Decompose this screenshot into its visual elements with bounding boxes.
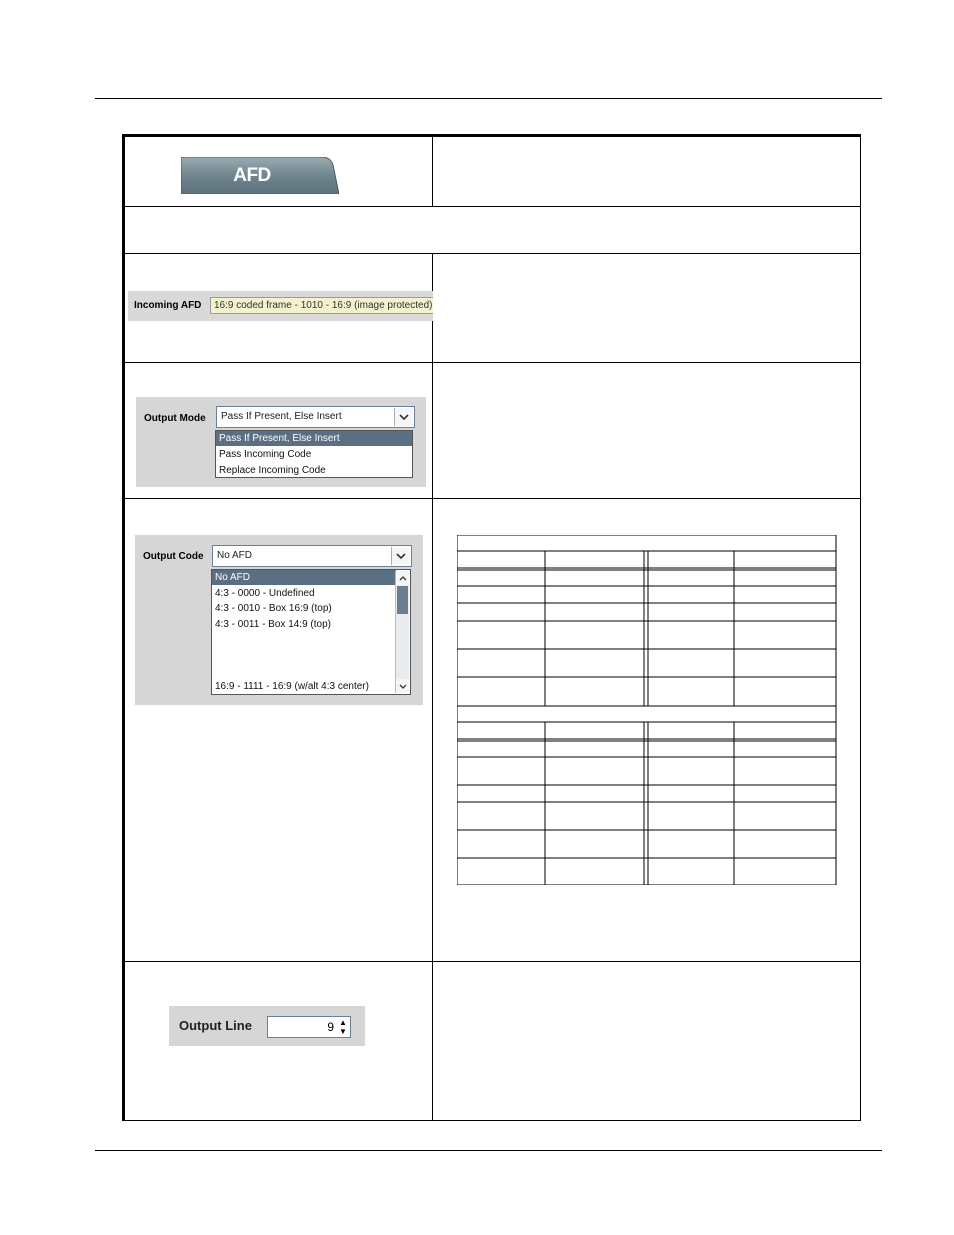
scrollbar-thumb[interactable] [397, 586, 408, 614]
output-mode-dropdown [215, 430, 413, 478]
chevron-down-icon[interactable]: ▼ [339, 1027, 347, 1036]
output-code-option[interactable]: 4:3 - 0010 - Box 16:9 (top) [215, 603, 332, 614]
afd-tab[interactable] [181, 157, 339, 194]
output-code-label: Output Code [143, 551, 204, 562]
output-line-label: Output Line [179, 1018, 252, 1033]
footer-rule [95, 1150, 882, 1151]
row-divider [125, 961, 860, 962]
output-mode-selected: Pass If Present, Else Insert [221, 411, 342, 422]
output-line-panel [169, 1006, 365, 1046]
output-code-scrollbar[interactable] [395, 571, 409, 693]
output-code-option[interactable]: No AFD [212, 570, 396, 585]
afd-parameter-table [122, 134, 861, 1121]
output-mode-panel [136, 397, 426, 487]
output-mode-option[interactable]: Pass Incoming Code [219, 449, 312, 460]
afd-tab-label: AFD [233, 164, 271, 186]
scroll-up-icon[interactable] [396, 571, 409, 585]
chevron-up-icon[interactable]: ▲ [339, 1018, 347, 1027]
col-divider [432, 253, 433, 1120]
row-divider [125, 362, 860, 363]
output-mode-option[interactable]: Replace Incoming Code [219, 465, 326, 476]
scroll-down-icon[interactable] [396, 679, 409, 693]
output-mode-option[interactable]: Pass If Present, Else Insert [216, 431, 412, 446]
output-line-stepper[interactable] [267, 1016, 351, 1038]
incoming-afd-label: Incoming AFD [134, 300, 202, 311]
row-divider [125, 206, 860, 207]
output-mode-select[interactable] [216, 406, 415, 428]
output-mode-label: Output Mode [144, 413, 206, 424]
output-code-panel [135, 535, 423, 705]
output-code-dropdown [211, 569, 411, 695]
chevron-down-icon[interactable] [391, 547, 410, 565]
row-divider [125, 253, 860, 254]
chevron-down-icon[interactable] [394, 408, 413, 426]
incoming-afd-panel [128, 291, 433, 321]
header-rule [95, 98, 882, 99]
output-line-value: 9 [327, 1020, 334, 1034]
output-code-select[interactable] [212, 545, 412, 567]
afd-code-grid [457, 535, 837, 885]
col-divider [432, 137, 433, 206]
output-code-option[interactable]: 16:9 - 1111 - 16:9 (w/alt 4:3 center) [215, 681, 369, 692]
output-code-selected: No AFD [217, 550, 253, 561]
output-code-option[interactable]: 4:3 - 0011 - Box 14:9 (top) [215, 619, 331, 630]
row-divider [125, 498, 860, 499]
incoming-afd-field: 16:9 coded frame - 1010 - 16:9 (image protected) [210, 297, 433, 314]
output-code-option[interactable]: 4:3 - 0000 - Undefined [215, 588, 315, 599]
